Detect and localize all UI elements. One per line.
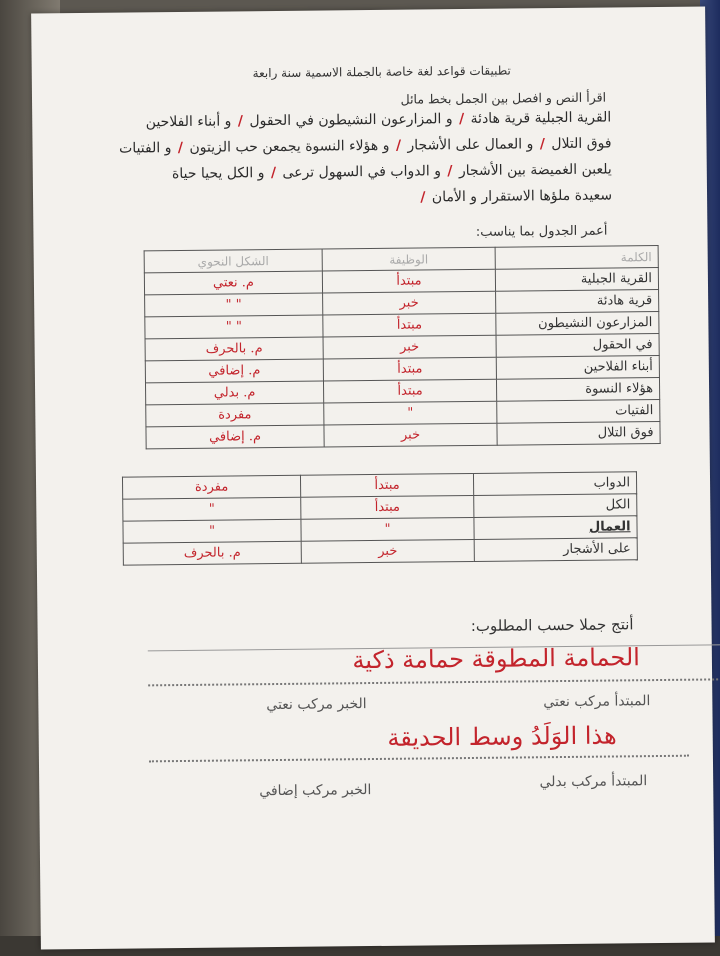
sentence-separator: / <box>458 111 465 128</box>
cell-form: م. بالحرف <box>123 541 301 565</box>
sentence1-subject-label: المبتدأ مركب نعتي <box>543 693 651 711</box>
cell-word: على الأشجار <box>474 538 637 562</box>
passage-line: فوق التلال / و العمال على الأشجار / و هؤلاء النسوة يجمعن حب الزيتون / و الفتيات <box>119 135 612 157</box>
cell-function: خبر <box>301 539 474 563</box>
passage-line: يلعبن الغميضة بين الأشجار / و الدواب في السهول ترعى / و الكل يحيا حياة <box>171 161 612 183</box>
passage-instruction: اقرأ النص و افصل بين الجمل بخط مائل <box>400 89 607 107</box>
table-row <box>146 421 660 448</box>
sentence1-answer: الحمامة المطوقة حمامة ذكية <box>352 643 641 675</box>
grammar-table-bottom <box>122 471 638 565</box>
cell-function: مبتدأ <box>323 313 496 337</box>
cell-form: " <box>123 519 301 543</box>
cell-word: قرية هادئة <box>496 289 659 313</box>
sentence-separator: / <box>237 113 244 130</box>
header-word: الكلمة <box>495 246 658 270</box>
cell-word: الكل <box>474 494 637 518</box>
worksheet-title: تطبيقات قواعد لغة خاصة بالجملة الاسمية سنة رابعة <box>252 63 511 81</box>
passage-line: سعيدة ملؤها الاستقرار و الأمان / <box>420 187 613 206</box>
cell-word: في الحقول <box>496 333 659 357</box>
cell-word: الدواب <box>473 472 636 496</box>
cell-form: " " <box>145 315 323 339</box>
cell-function: مبتدأ <box>300 473 473 497</box>
cell-form: م. بالحرف <box>145 337 323 361</box>
cell-function: خبر <box>324 423 497 447</box>
cell-word: القرية الجبلية <box>495 268 658 292</box>
sentence-separator: / <box>177 139 184 157</box>
sentence-separator: / <box>395 137 402 154</box>
sentence2-answer: هذا الوَلَدُ وسط الحديقة <box>387 721 617 752</box>
cell-word: الفتيات <box>497 399 660 423</box>
sentence2-predicate-label: الخبر مركب إضافي <box>259 782 372 800</box>
passage-line: القرية الجبلية قرية هادئة / و المزارعون النشيطون في الحقول / و أبناء الفلاحين <box>145 109 612 131</box>
cell-word: فوق التلال <box>497 421 660 445</box>
sentence-separator: / <box>447 163 453 180</box>
cell-word: أبناء الفلاحين <box>496 355 659 379</box>
cell-form: م. إضافي <box>145 359 323 383</box>
cell-form: مفردة <box>146 403 324 427</box>
sentence2-subject-label: المبتدأ مركب بدلي <box>539 773 648 791</box>
cell-word: المزارعون النشيطون <box>496 311 659 335</box>
sentence-separator: / <box>420 189 426 206</box>
worksheet-paper <box>31 6 715 949</box>
grammar-table-top <box>144 245 661 449</box>
sentence-separator: / <box>270 164 277 182</box>
cell-function: مبتدأ <box>323 379 496 403</box>
header-function: الوظيفة <box>322 247 495 271</box>
table-instruction: أعمر الجدول بما يناسب: <box>475 223 608 240</box>
cell-form: م. إضافي <box>146 425 324 449</box>
header-form: الشكل النحوي <box>144 249 322 273</box>
cell-function: مبتدأ <box>323 357 496 381</box>
cell-word: العمال <box>474 516 637 540</box>
cell-form: " " <box>145 293 323 317</box>
cell-form: " <box>123 497 301 521</box>
cell-function: " <box>324 401 497 425</box>
cell-word: هؤلاء النسوة <box>496 377 659 401</box>
sentence-separator: / <box>539 136 546 153</box>
cell-function: مبتدأ <box>322 269 495 293</box>
cell-function: " <box>301 517 474 541</box>
sentence1-predicate-label: الخبر مركب نعتي <box>266 696 367 714</box>
cell-form: م. بدلي <box>145 381 323 405</box>
cell-function: مبتدأ <box>301 495 474 519</box>
sentence2-dotted-line <box>149 755 689 763</box>
cell-function: خبر <box>323 291 496 315</box>
produce-instruction: أنتج جملا حسب المطلوب: <box>470 615 634 635</box>
cell-form: مفردة <box>122 475 300 499</box>
cell-function: خبر <box>323 335 496 359</box>
sentence1-dotted-line <box>148 678 718 686</box>
cell-form: م. نعتي <box>144 271 322 295</box>
table-row <box>123 538 637 565</box>
